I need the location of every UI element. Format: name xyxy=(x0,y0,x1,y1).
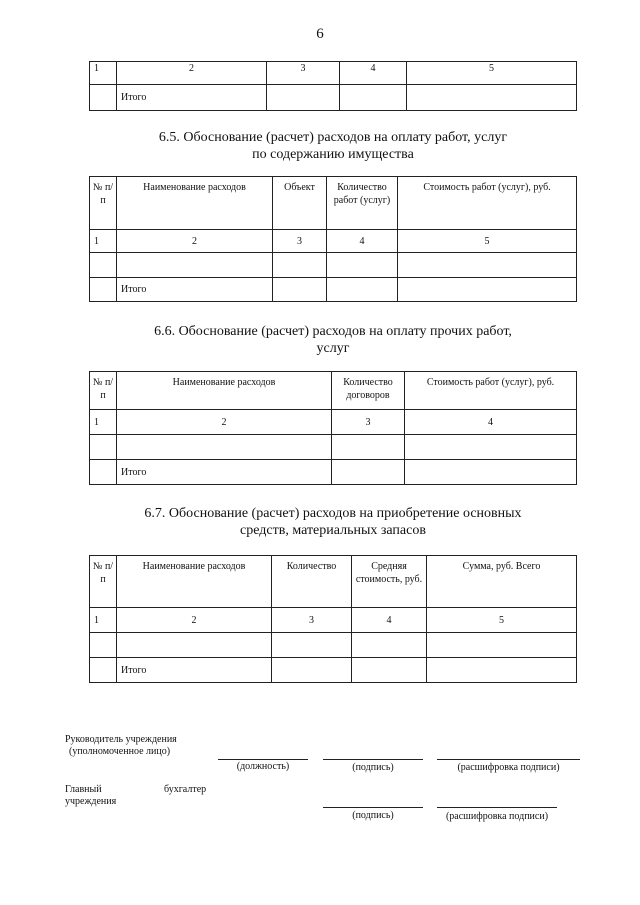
table-6-5 xyxy=(89,176,577,302)
column-header-quantity: Количество xyxy=(272,556,352,608)
header-cell: 4 xyxy=(340,62,407,85)
table-row: 1 2 3 4 xyxy=(90,410,577,435)
table-row xyxy=(90,177,577,230)
table-row xyxy=(90,633,577,658)
header-cell: 2 xyxy=(117,62,267,85)
table-row xyxy=(90,372,577,410)
column-header-number: № п/п xyxy=(90,372,117,410)
table-6-6 xyxy=(89,371,577,485)
section-6-6-title: 6.6. Обоснование (расчет) расходов на оплату прочих работ, услуг xyxy=(154,324,512,356)
signature-line xyxy=(323,759,423,760)
column-header-contracts: Количество договоров xyxy=(332,372,405,410)
table-row xyxy=(90,85,577,111)
column-header-cost: Стоимость работ (услуг), руб. xyxy=(398,177,577,230)
total-label: Итого xyxy=(117,460,332,485)
table-row xyxy=(90,460,577,485)
column-header-name: Наименование расходов xyxy=(117,556,272,608)
column-header-quantity: Количество работ (услуг) xyxy=(327,177,398,230)
column-header-object: Объект xyxy=(273,177,327,230)
column-header-name: Наименование расходов xyxy=(117,177,273,230)
table-row: 1 2 3 4 5 xyxy=(90,230,577,253)
column-header-cost: Стоимость работ (услуг), руб. xyxy=(405,372,577,410)
column-header-name: Наименование расходов xyxy=(117,372,332,410)
total-label: Итого xyxy=(117,658,272,683)
header-cell: 1 xyxy=(90,62,117,85)
table-row xyxy=(90,435,577,460)
table-row xyxy=(90,253,577,278)
total-label: Итого xyxy=(117,278,273,302)
table-continuation xyxy=(89,61,577,111)
header-cell: 5 xyxy=(407,62,577,85)
chief-accountant-word: бухгалтер xyxy=(164,784,207,795)
table-6-7 xyxy=(89,555,577,683)
decoding-line-2 xyxy=(437,807,557,808)
position-caption: (должность) xyxy=(236,761,290,772)
table-row xyxy=(90,278,577,302)
table-row xyxy=(90,556,577,608)
decoding-caption-2: (расшифровка подписи) xyxy=(445,811,549,822)
total-label: Итого xyxy=(117,85,267,111)
position-line xyxy=(218,759,308,760)
section-6-5-title: 6.5. Обоснование (расчет) расходов на оплату работ, услуг по содержанию имущества xyxy=(158,130,508,162)
page-number: 6 xyxy=(316,26,324,42)
decoding-line xyxy=(437,759,580,760)
head-title: Руководитель учреждения (уполномоченное лицо) xyxy=(65,734,177,757)
column-header-number: № п/п xyxy=(90,177,117,230)
table-row: 1 2 3 4 5 xyxy=(90,608,577,633)
column-header-sum: Сумма, руб. Всего xyxy=(427,556,577,608)
table-row xyxy=(90,62,577,85)
table-row xyxy=(90,658,577,683)
chief-title: Главный учреждения xyxy=(65,784,117,807)
header-cell: 3 xyxy=(267,62,340,85)
column-header-number: № п/п xyxy=(90,556,117,608)
column-header-avg-cost: Средняя стоимость, руб. xyxy=(352,556,427,608)
decoding-caption: (расшифровка подписи) xyxy=(457,762,560,773)
section-6-7-title: 6.7. Обоснование (расчет) расходов на приобретение основных средств, материальных запасов xyxy=(144,506,522,538)
signature-line-2 xyxy=(323,807,423,808)
signature-caption: (подпись) xyxy=(352,762,394,773)
signature-caption-2: (подпись) xyxy=(352,810,394,821)
